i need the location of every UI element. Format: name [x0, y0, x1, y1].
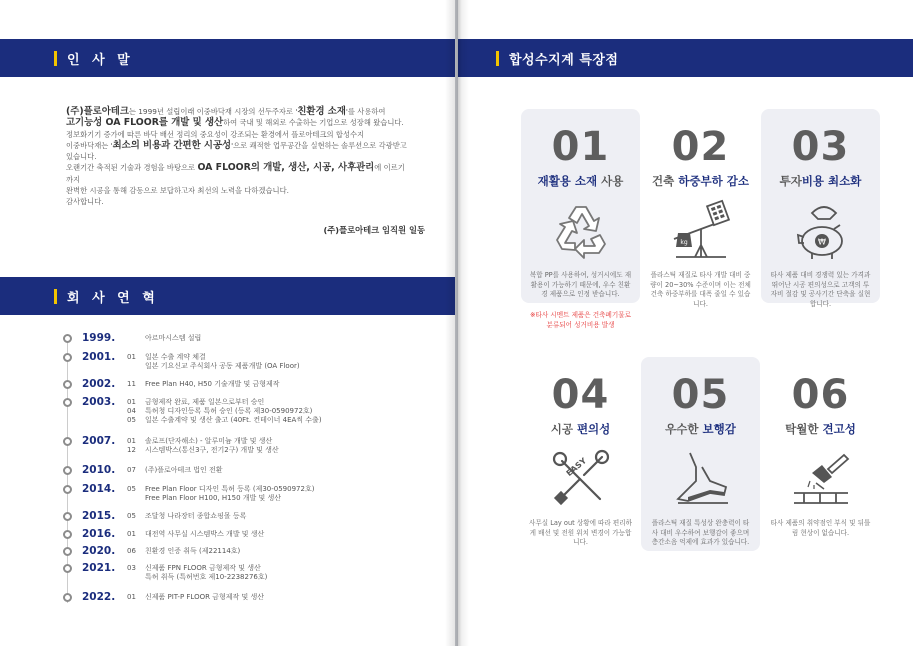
greeting-highlight-eco: 친환경 소재	[297, 106, 346, 117]
greeting-line-2: 하여 국내 및 해외로 수출하는 기업으로 성장해 왔습니다.	[223, 118, 404, 128]
event-month: 01	[127, 593, 136, 601]
feature-title	[761, 173, 880, 189]
timeline-dot	[63, 466, 72, 475]
event-text: 일본 기요신교 주식회사 공동 제품개발 (OA Floor)	[145, 362, 300, 370]
timeline-dot	[63, 437, 72, 446]
event-month: 01	[127, 530, 136, 538]
features-title: 합성수지계 특장점	[509, 52, 619, 68]
feature-card-03	[761, 109, 880, 308]
history-events	[127, 466, 223, 475]
history-event	[127, 407, 322, 416]
history-events	[127, 530, 264, 539]
header-accent	[54, 289, 57, 304]
feature-title-rest: 사용	[597, 174, 624, 188]
history-year: 2007.	[82, 435, 116, 447]
history-event	[127, 398, 322, 407]
feature-number: 01	[551, 124, 610, 170]
history-events	[127, 485, 314, 503]
walking-foot-icon	[670, 447, 732, 509]
history-year: 2010.	[82, 464, 116, 476]
event-month: 05	[127, 512, 136, 520]
history-event	[127, 494, 314, 503]
feature-title-prefix: 탁월한	[785, 422, 823, 436]
event-text: 일본 수출계약 및 생산 출고 (40Ft. 컨테이너 4EA씩 수출)	[145, 416, 322, 424]
feature-card-05	[641, 357, 760, 551]
history-event	[127, 512, 246, 521]
greeting-thanks: 감사합니다.	[66, 197, 104, 207]
hammer-icon	[790, 447, 852, 509]
piggy-bank-icon	[790, 199, 852, 261]
history-title: 회 사 연 혁	[67, 290, 159, 306]
greeting-line-5: 있습니다.	[66, 152, 97, 162]
company-name: (주)플로아테크	[66, 106, 129, 117]
event-month: 07	[127, 466, 136, 474]
event-month: 05	[127, 485, 136, 493]
event-month: 11	[127, 380, 136, 388]
header-accent	[496, 51, 499, 66]
history-events	[127, 547, 240, 556]
event-text: Free Plan Floor H100, H150 개발 및 생산	[145, 494, 282, 502]
feature-description: 타사 제품 대비 경쟁력 있는 가격과 뛰어난 시공 편의성으로 고객의 투자비 절감 및 공사기간 단축을 실현합니다.	[770, 271, 871, 308]
event-text: 특허 취득 (특허번호 제10-2238276호)	[145, 573, 268, 581]
history-year: 2021.	[82, 562, 116, 574]
event-month: 06	[127, 547, 136, 555]
feature-number: 02	[671, 124, 730, 170]
right-page	[458, 0, 913, 646]
recycle-icon	[550, 199, 612, 261]
event-text: 일본 수출 계약 체결	[145, 353, 206, 361]
history-events	[127, 512, 246, 521]
history-year: 2003.	[82, 396, 116, 408]
timeline-dot	[63, 485, 72, 494]
event-text: Free Plan H40, H50 기술개발 및 금형제작	[145, 380, 280, 388]
greeting-line-6-end: 에 이르기까지	[66, 163, 405, 184]
feature-description: 플라스틱 재질 특성상 완충력이 타사 대비 우수하여 보행감이 좋으며 층간소음 억제에 효과가 있습니다.	[651, 519, 750, 547]
event-text: 금형제작 완료, 제품 일본으로부터 승인	[145, 398, 265, 406]
history-events	[127, 564, 267, 582]
event-month: 05	[127, 416, 136, 424]
feature-card-01	[521, 109, 640, 329]
history-event	[127, 380, 280, 389]
event-month: 12	[127, 446, 136, 454]
event-text: 신제품 FPN FLOOR 금형제작 및 생산	[145, 564, 261, 572]
greeting-highlight-service: OA FLOOR의 개발, 생산, 시공, 사후관리	[197, 162, 375, 174]
history-event	[127, 547, 240, 556]
history-event	[127, 437, 279, 446]
event-text: 특허청 디자인등록 특허 승인 (등록 제30-0590972호)	[145, 407, 313, 415]
timeline-dot	[63, 353, 72, 362]
event-text: 대전역 사무실 시스템박스 개발 및 생산	[145, 530, 265, 538]
event-text: 신제품 PIT-P FLOOR 금형제작 및 생산	[145, 593, 264, 601]
history-event	[127, 466, 223, 475]
history-events	[127, 353, 300, 371]
event-text: Free Plan Floor 디자인 특허 등록 (제30-0590972호)	[145, 485, 315, 493]
feature-title-highlight: 견고성	[822, 422, 856, 436]
feature-title-prefix: 건축	[652, 174, 679, 188]
feature-title-prefix: 시공	[550, 422, 577, 436]
feature-title-highlight: 보행감	[702, 422, 736, 436]
greeting-title: 인 사 말	[67, 52, 134, 68]
timeline-dot	[63, 564, 72, 573]
greeting-line-6: 오랜기간 축적된 기술과 경험을 바탕으로	[66, 163, 198, 173]
history-events	[127, 380, 280, 389]
greeting-line-3: 정보화기기 증가에 따른 바닥 배선 정리의 중요성이 강조되는 환경에서 플로아테크의 합성수지	[66, 129, 365, 139]
greeting-line-4-end: '으로 쾌적한 업무공간을 실현하는 솔루션으로 각광받고	[231, 140, 407, 150]
header-accent	[54, 51, 57, 66]
greeting-line-1-end: '를 사용하여	[345, 107, 386, 116]
timeline-dot	[63, 380, 72, 389]
feature-title	[641, 421, 760, 437]
features-header	[458, 39, 913, 77]
feature-description: 플라스틱 재질로 타사 개발 대비 중량이 20~30% 수준이며 이는 전체 건축 하중부하를 대폭 줄일 수 있습니다.	[650, 271, 751, 308]
history-event	[127, 593, 264, 602]
history-events	[127, 398, 322, 425]
feature-title	[521, 173, 640, 189]
left-page	[0, 0, 455, 646]
event-month: 01	[127, 353, 136, 361]
svg-text:₩: ₩	[818, 237, 826, 247]
history-year: 2020.	[82, 545, 116, 557]
feature-title-highlight: 재활용 소재	[537, 174, 598, 188]
feature-description: 사무실 Lay out 상황에 따라 편리하게 배선 및 전원 위치 변경이 가능합니다.	[529, 519, 632, 547]
greeting-text	[66, 106, 411, 208]
event-text: 친환경 인증 취득 (제22114호)	[145, 547, 241, 555]
feature-title	[641, 173, 760, 189]
history-event	[127, 353, 300, 362]
history-event	[127, 530, 264, 539]
feature-number: 05	[671, 372, 730, 418]
event-text: 아르마시스템 설립	[145, 334, 202, 342]
event-month: 04	[127, 407, 136, 415]
page-gutter	[445, 0, 469, 646]
history-events	[127, 334, 201, 343]
history-event	[127, 446, 279, 455]
event-text: 조달청 나라장터 종합쇼핑몰 등록	[145, 512, 247, 520]
feature-number: 04	[551, 372, 610, 418]
feature-card-04	[521, 357, 640, 551]
weight-scale-icon	[670, 199, 732, 261]
event-text: 솔로프(단자해소) - 알루미늄 개발 및 생산	[145, 437, 273, 445]
feature-title	[521, 421, 640, 437]
feature-description: 복합 PP를 사용하여, 성거시에도 재활용이 가능하기 때문에, 우수 친환경 제품으로 인정 받습니다.	[529, 271, 632, 299]
greeting-highlight-cost: 최소의 비용과 간편한 시공성	[112, 139, 232, 151]
event-month: 03	[127, 564, 136, 572]
svg-text:kg: kg	[680, 239, 688, 246]
feature-title-highlight: 편의성	[576, 422, 611, 436]
greeting-signature: (주)플로아테크 임직원 일동	[323, 225, 425, 235]
feature-title-prefix: 우수한	[665, 422, 703, 436]
timeline-dot	[63, 530, 72, 539]
feature-title-prefix: 투자	[779, 174, 802, 188]
svg-text:EASY: EASY	[564, 456, 589, 478]
timeline-dot	[63, 512, 72, 521]
feature-title-highlight: 하중부하 감소	[678, 174, 749, 188]
feature-title-highlight: 비용 최소화	[801, 174, 862, 188]
history-year: 2015.	[82, 510, 116, 522]
tools-icon	[550, 447, 612, 509]
feature-card-06	[761, 357, 880, 551]
history-events	[127, 437, 279, 455]
history-year: 2014.	[82, 483, 116, 495]
greeting-highlight-product: 고기능성 OA FLOOR를 개발 및 생산	[66, 117, 224, 129]
history-year: 2001.	[82, 351, 116, 363]
event-text: 시스템박스(통신3구, 전기2구) 개발 및 생산	[145, 446, 279, 454]
history-event	[127, 362, 300, 371]
greeting-header	[0, 39, 455, 77]
history-year: 1999.	[82, 332, 116, 344]
event-month: 01	[127, 437, 136, 445]
event-text: (주)플로아테크 법인 전환	[145, 466, 223, 474]
greeting-line-7: 완벽한 시공을 통해 감동으로 보답하고자 최선의 노력을 다하겠습니다.	[66, 186, 289, 196]
history-year: 2016.	[82, 528, 116, 540]
feature-number: 06	[791, 372, 850, 418]
timeline-dot	[63, 334, 72, 343]
feature-description: 타사 제품의 취약점인 부식 및 뒤틀림 현상이 없습니다.	[770, 519, 871, 537]
history-event	[127, 334, 201, 343]
feature-number: 03	[791, 124, 850, 170]
history-event	[127, 485, 314, 494]
timeline-dot	[63, 547, 72, 556]
history-event	[127, 416, 322, 425]
greeting-line-4: 이중바닥재는 '	[66, 140, 113, 150]
timeline-dot	[63, 593, 72, 602]
feature-card-02	[641, 109, 760, 308]
event-month: 01	[127, 398, 136, 406]
history-year: 2022.	[82, 591, 116, 603]
history-year: 2002.	[82, 378, 116, 390]
timeline-dot	[63, 398, 72, 407]
feature-note: ※타사 시멘트 제품은 건축폐기물로 분류되어 성거비용 발생	[530, 311, 631, 329]
history-events	[127, 593, 264, 602]
greeting-line-1: 는 1999년 설립이래 이중바닥재 시장의 선두주자로 '	[128, 107, 298, 116]
history-event	[127, 564, 267, 573]
feature-title	[761, 421, 880, 437]
history-event	[127, 573, 267, 582]
history-header	[0, 277, 455, 315]
